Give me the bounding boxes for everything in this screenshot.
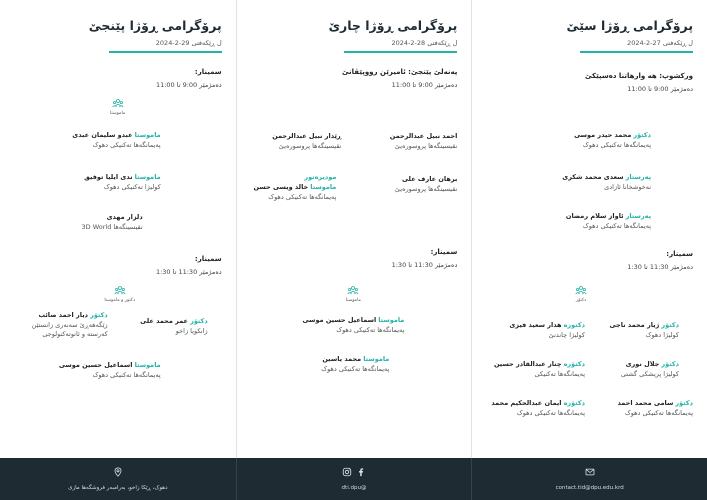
address-text: دهوک، ڕێکا زاخو، بەرامبەر فروشگەها مازی (68, 485, 168, 491)
session-time: دەمژمێر 9:00 تا 11:00 (155, 81, 222, 89)
speaker: ماموستا عبدو سلیمان عبدی پەیمانگەها تەکنیکی دهوک (72, 131, 161, 149)
session-seminar-morning (14, 68, 222, 89)
speaker: دکتۆر محمد حیدر موسی پەیمانگەها تەکنیکی دهوک (574, 131, 652, 149)
speaker: دکتۆر سامی محمد احمد پەیمانگەها تەکنیکی دهوک (617, 399, 694, 417)
session-title: پەنەلێ پێنجێ: ئامیرێن رووپێڤانێ (341, 68, 458, 76)
day-date: ل ڕێکەفتی 29-2-2024 (155, 39, 222, 47)
people-group-icon (575, 285, 587, 297)
day-date: ل ڕێکەفتی 27-2-2024 (627, 39, 694, 47)
day-title: پرۆگرامی ڕۆژا سێێ (566, 18, 694, 33)
role-label: ماموستا (110, 111, 126, 116)
speaker: دکتورە هدار سعید فیزی کولیژا چاندنێ (509, 321, 586, 339)
day-title: پرۆگرامی ڕۆژا چارێ (328, 18, 458, 33)
speaker: دکتۆر عمر محمد علی زانکویا زاخو (140, 317, 208, 335)
mail-icon (585, 467, 595, 477)
speaker: پەرستار سعدی محمد شکری نەخوشخانا ئازادی (562, 173, 652, 191)
session-time: دەمژمێر 9:00 تا 11:00 (627, 85, 694, 93)
speaker: دکتۆرە چنار عبدالقادر حسین پەیمانگەها تەکنیکی (493, 360, 586, 378)
moderator: مودیرەتور ماموستا خالد ویسی حسن پەیمانگەها تەکنیکی دهوک (253, 173, 337, 201)
session-panel (251, 68, 458, 89)
session-title: سمینار: (194, 68, 222, 76)
instagram-icon[interactable] (342, 467, 352, 477)
email-link[interactable]: contact.tid@dpu.edu.krd (555, 485, 624, 491)
people-group-icon (347, 285, 359, 297)
session-seminar-afternoon (486, 250, 693, 271)
speaker: ماموستا ندی ایلیا توفیق کولیژا تەکنیکی دهوک (84, 173, 161, 191)
speaker: دکتۆر ژیار محمد ناجی کولیژا دهوک (609, 321, 680, 339)
role-label: دکتۆر (575, 298, 587, 303)
title-underline (109, 51, 222, 53)
day-column-wednesday (236, 0, 472, 458)
session-seminar-afternoon (251, 248, 458, 269)
speaker: دکتۆر دیار احمد صائب زێگەهەڕێ سەنەری زانستێن کەرسته و ئانوتەکنولوجی (31, 311, 108, 338)
people-group-icon (112, 98, 124, 110)
role-badge (88, 98, 148, 117)
location-pin-icon (113, 467, 123, 477)
speaker: دکتۆر جلال نوری کولیژا پزیشکی گشتی (620, 360, 680, 378)
footer-email (471, 458, 707, 500)
session-time: دەمژمێر 11:30 تا 1:30 (391, 261, 458, 269)
day-column-thursday (0, 0, 236, 458)
session-time: دەمژمێر 9:00 تا 11:00 (391, 81, 458, 89)
speaker: احمد نبیل عبدالرحمن نقیسینگەها پروسورەیێ (389, 132, 458, 150)
session-time: دەمژمێر 11:30 تا 1:30 (627, 263, 694, 271)
speaker: پەرستار ئاواز سلام رمضان پەیمانگەها تەکنیکی دهوک (565, 212, 652, 230)
role-label: ماموستا (345, 298, 362, 303)
social-handle[interactable]: @dti.dpu (341, 485, 367, 491)
session-title: سمینار: (430, 248, 458, 256)
footer (0, 458, 707, 500)
session-title: سمینار: (194, 255, 222, 263)
role-label: دکتور و ماموستا (104, 298, 136, 303)
day-date: ل ڕێکەفتی 28-2-2024 (391, 39, 458, 47)
role-badge (551, 285, 611, 304)
session-title: ورکشوپ: هە وارهاتنا دەسپێکێ (584, 72, 694, 80)
footer-social (236, 458, 472, 500)
people-group-icon (114, 285, 126, 297)
speaker: ماموستا اسماعیل حسین موسی پەیمانگەها تەکنیکی دهوک (302, 316, 405, 334)
title-underline (580, 51, 693, 53)
facebook-icon[interactable] (356, 467, 366, 477)
footer-address (0, 458, 236, 500)
role-badge (90, 285, 150, 304)
session-seminar-afternoon (14, 255, 222, 276)
role-badge (323, 285, 383, 304)
day-title: پرۆگرامی ڕۆژا پێنجێ (88, 18, 222, 33)
speaker: دلزار مهدی نقیسینگەها 3D World (81, 213, 143, 231)
speaker: دکتۆرە ایمان عبدالحکیم محمد پەیمانگەها تەکنیکی دهوک (491, 399, 586, 417)
speaker: برهان عارف علی نقیسینگەها پروسورەیێ (394, 175, 458, 193)
session-time: دەمژمێر 11:30 تا 1:30 (155, 268, 222, 276)
session-workshop (486, 72, 693, 93)
title-underline (344, 51, 457, 53)
speaker: ماموستا اسماعیل حسین موسی پەیمانگەها تەکنیکی دهوک (58, 361, 161, 379)
moderator-label: مودیرەتور (304, 173, 337, 181)
speaker: ماموستا محمد یاسین پەیمانگەها تەکنیکی دهوک (321, 355, 390, 373)
day-column-tuesday (471, 0, 707, 458)
speaker: ڕێدار نبیل عبدالرحمن نقیسینگەها پروسورەیێ (272, 132, 342, 150)
session-title: سمینار: (666, 250, 694, 258)
